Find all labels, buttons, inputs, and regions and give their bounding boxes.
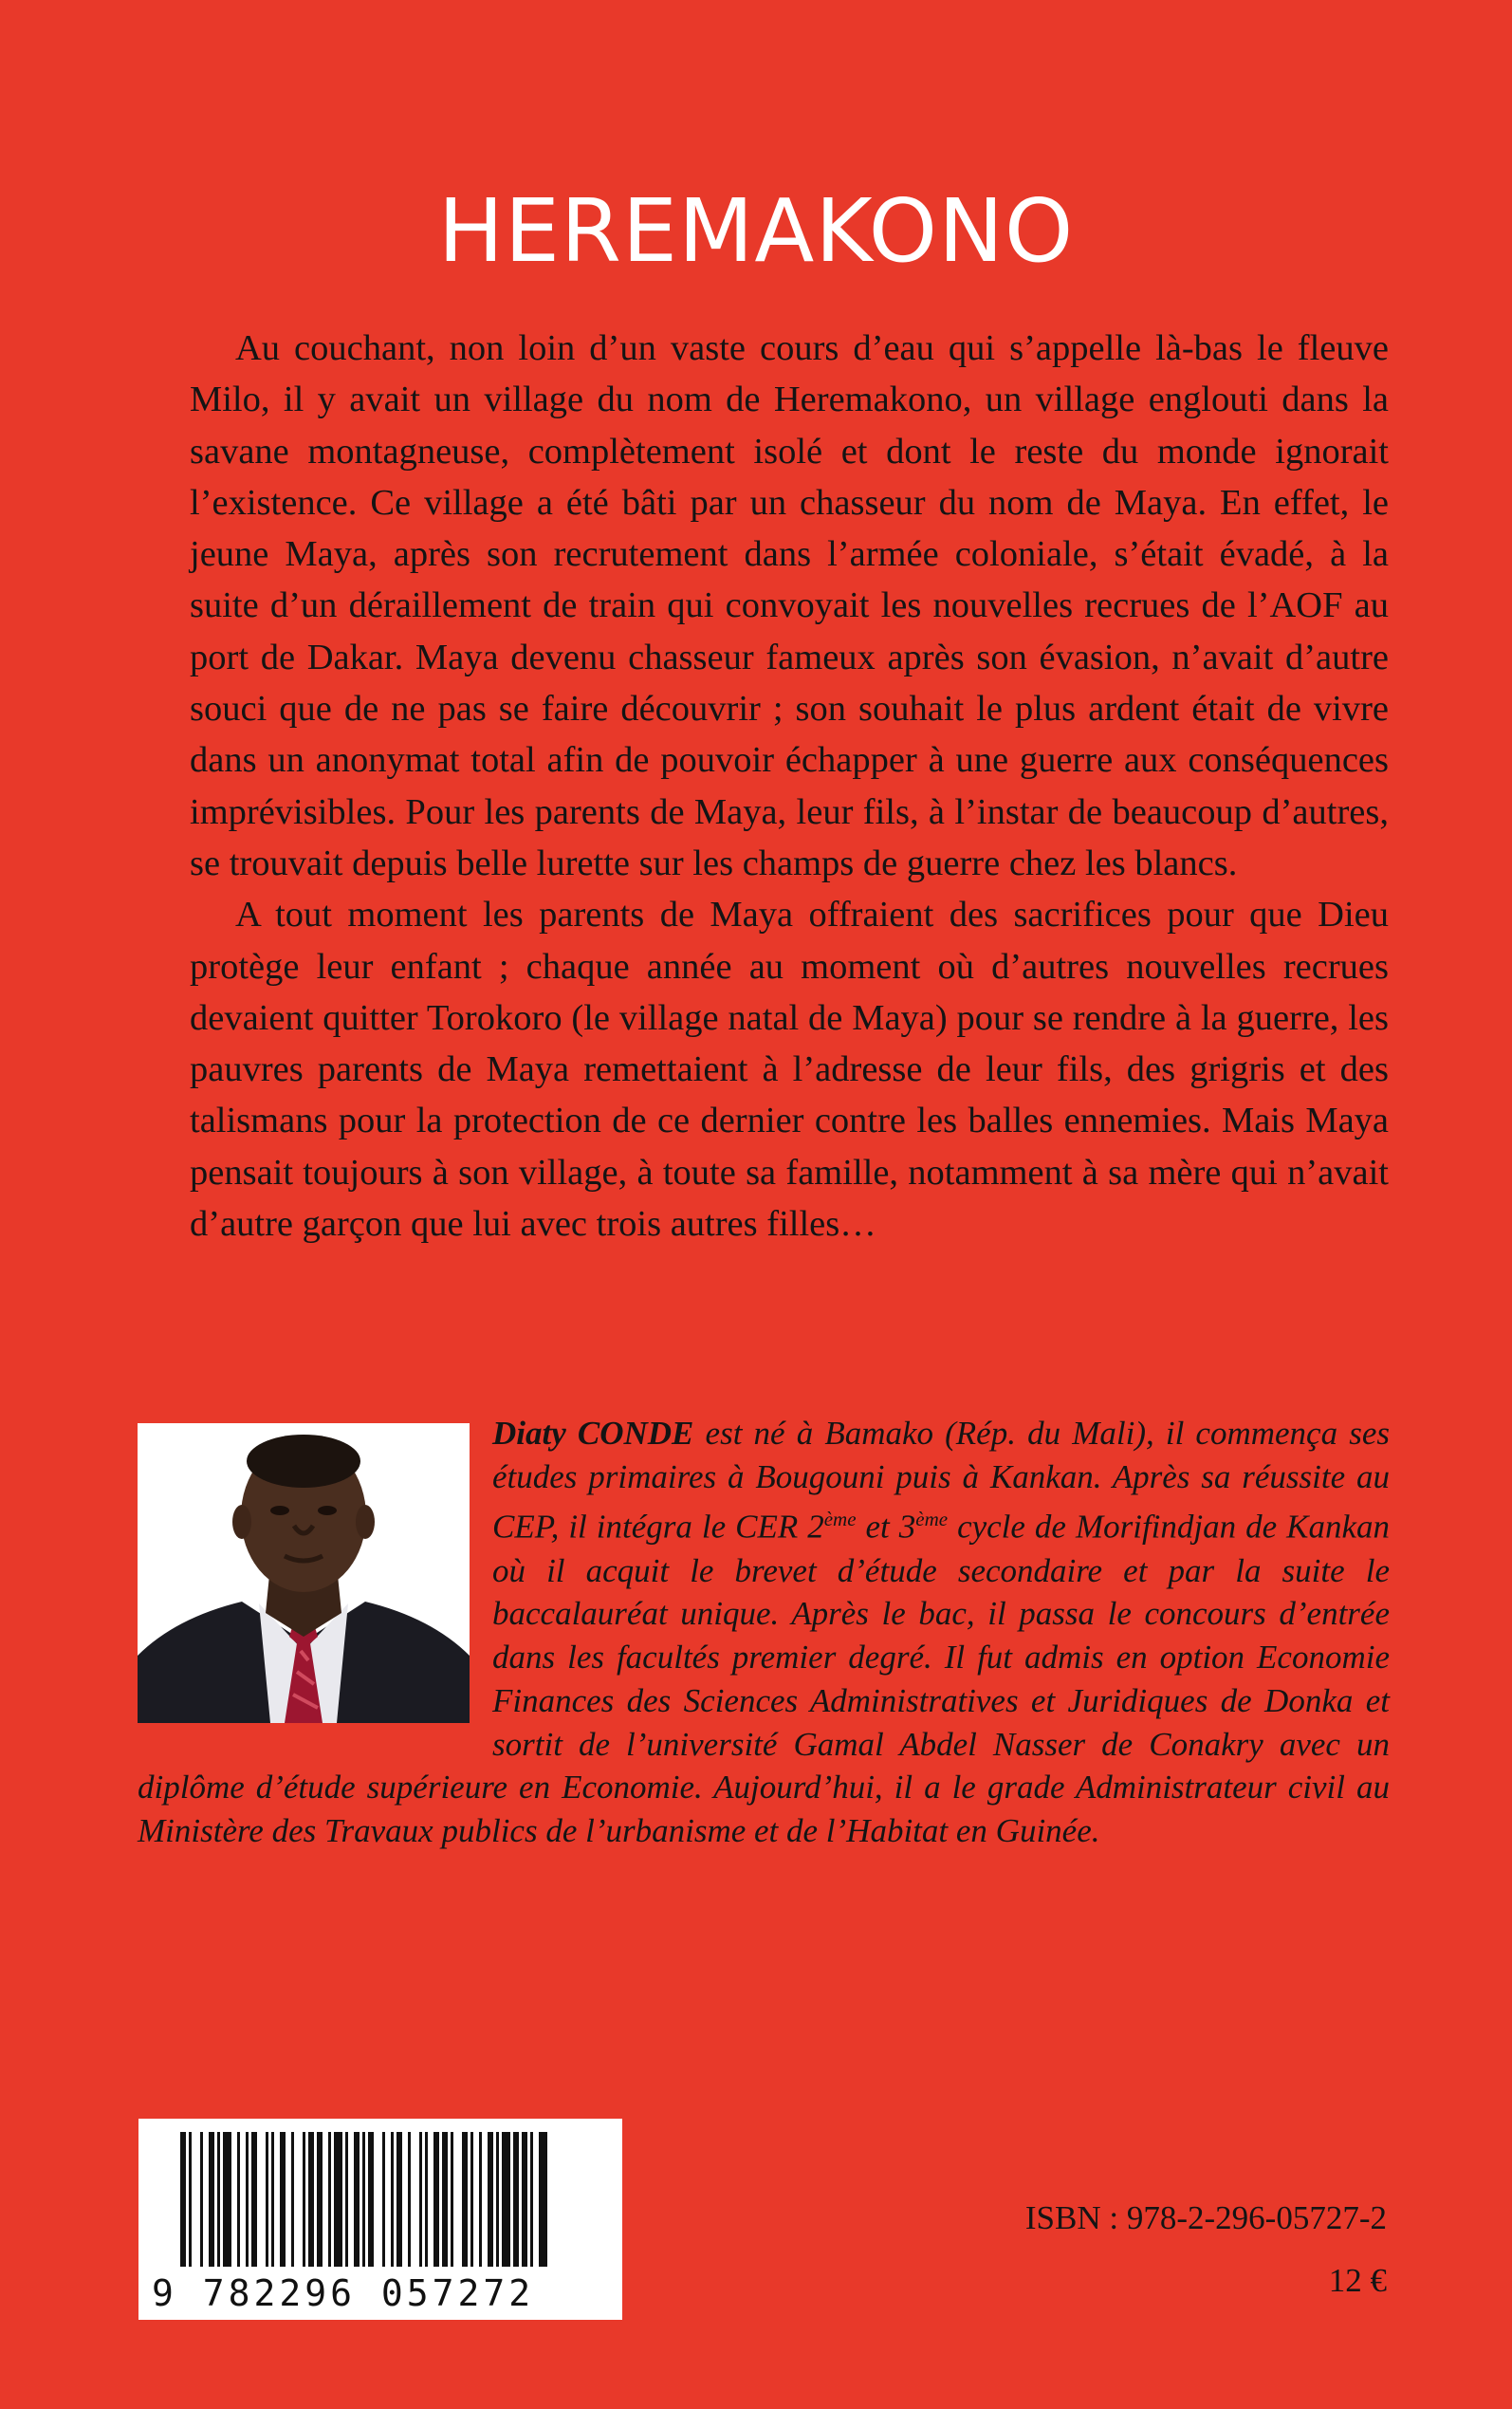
- isbn: ISBN : 978-2-296-05727-2: [1024, 2199, 1387, 2236]
- barcode-digits: 9 782296 057272: [152, 2272, 535, 2314]
- bio-text: et 3: [856, 1509, 916, 1547]
- bio-superscript: ème: [915, 1508, 949, 1531]
- bio-text: cycle de Morifindjan de Kankan où il acquit le brevet d’étude secondaire et par la suite le baccalauréat unique. Après le bac, il passa le concours d’entrée dans les facultés premier degré. Il fut admis en option Economie Finances des Sciences Administratives et Juridiques de Donka et sortit de l’université Gamal Abdel Nasser de Conakry avec un diplôme d’étude supérieure en Economie. Aujourd’hui, il a le grade Administrateur civil au Ministère des Travaux publics de l’urbanisme et de l’Habitat en Guinée.: [138, 1509, 1391, 1849]
- summary-text: [190, 323, 1389, 1250]
- author-bio: [138, 1412, 1390, 1853]
- bio-text: est né à Bamako (Rép. du Mali), il commença ses études primaires à Bougouni puis à Kankan. Après sa réussite au CEP, il intégra le CER 2: [492, 1415, 1390, 1547]
- summary-paragraph: A tout moment les parents de Maya offraient des sacrifices pour que Dieu protège leur enfant ; chaque année au moment où d’autres nouvelles recrues devaient quitter Torokoro (le village natal de Maya) pour se rendre à la guerre, les pauvres parents de Maya remettaient à l’adresse de leur fils, des grigris et des talismans pour la protection de ce dernier contre les balles ennemies. Mais Maya pensait toujours à son village, à toute sa famille, notamment à sa mère qui n’avait d’autre garçon que lui avec trois autres filles…: [190, 895, 1389, 1245]
- barcode: [138, 2119, 622, 2320]
- summary-paragraph: Au couchant, non loin d’un vaste cours d’eau qui s’appelle là-bas le fleuve Milo, il y avait un village du nom de Heremakono, un village englouti dans la savane montagneuse, complètement isolé et dont le reste du monde ignorait l’existence. Ce village a été bâti par un chasseur du nom de Maya. En effet, le jeune Maya, après son recrutement dans l’armée coloniale, s’était évadé, à la suite d’un déraillement de train qui convoyait les nouvelles recrues de l’AOF au port de Dakar. Maya devenu chasseur fameux après son évasion, n’avait d’autre souci que de ne pas se faire découvrir ; son souhait le plus ardent était de vivre dans un anonymat total afin de pouvoir échapper à une guerre aux conséquences imprévisibles. Pour les parents de Maya, leur fils, à l’instar de beaucoup d’autres, se trouvait depuis belle lurette sur les champs de guerre chez les blancs.: [190, 328, 1389, 883]
- book-title: HEREMAKONO: [437, 179, 1075, 282]
- price: 12 €: [1328, 2262, 1387, 2299]
- author-photo: [138, 1423, 470, 1723]
- author-name: Diaty CONDE: [492, 1415, 694, 1452]
- author-portrait-image: [138, 1423, 470, 1723]
- bio-superscript: ème: [823, 1508, 857, 1531]
